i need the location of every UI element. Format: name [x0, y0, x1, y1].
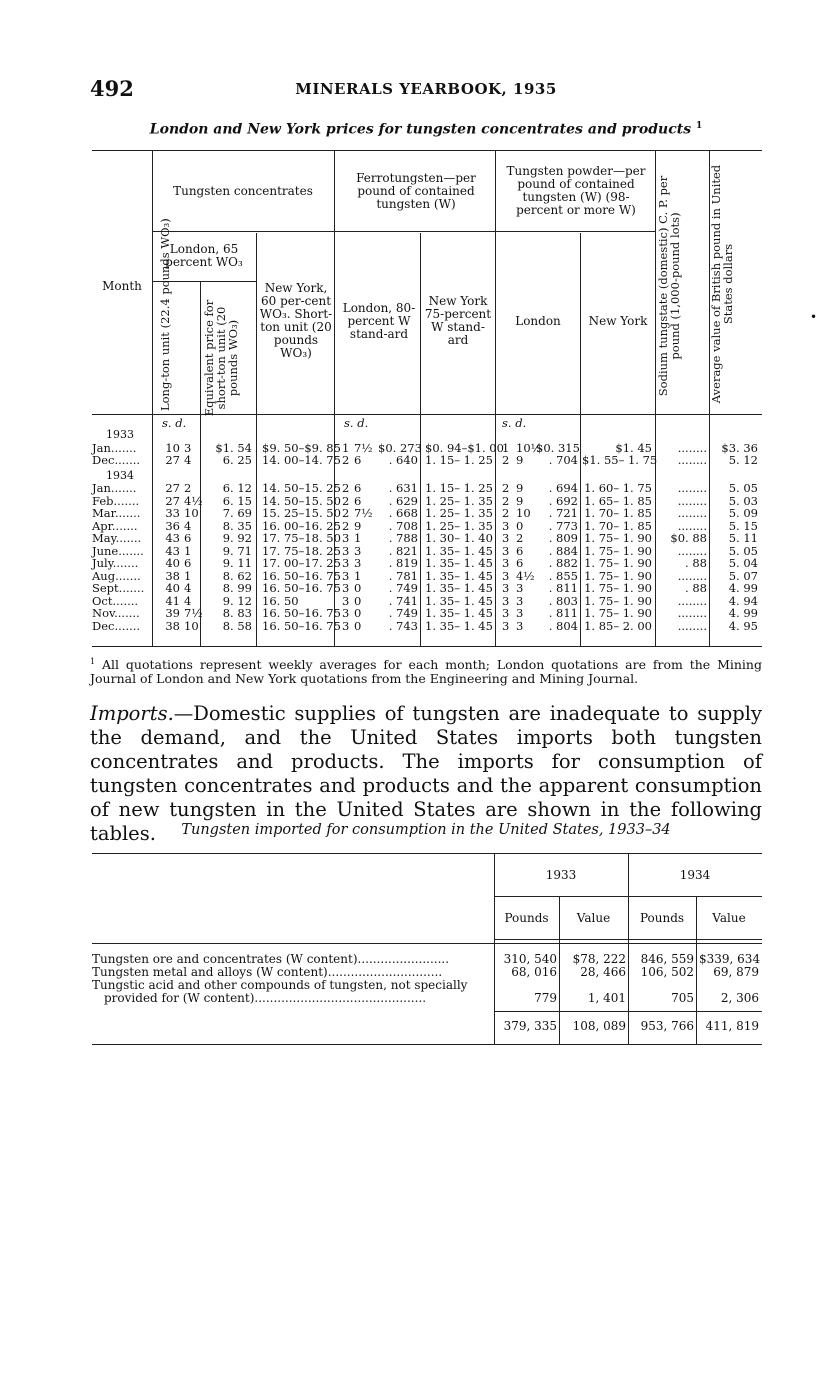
- import-total: 411, 819: [705, 1019, 759, 1033]
- cell-pl-usd: . 811: [548, 606, 578, 620]
- cell-ny: 16. 50: [262, 593, 299, 608]
- cell-fl-d: 0: [354, 618, 362, 633]
- cell-tc-s: 41: [165, 593, 180, 608]
- cell-pny: 1. 75– 1. 90: [584, 606, 652, 620]
- cell-avg: 5. 07: [728, 568, 758, 583]
- cell-avg: 5. 05: [728, 543, 758, 558]
- cell-pl-usd: . 803: [548, 593, 578, 608]
- cell-pl-d: 6: [516, 543, 524, 558]
- col-powder-ny: New York: [588, 313, 648, 328]
- cell-avg: 4. 99: [728, 581, 758, 595]
- cell-fl-usd: . 631: [388, 481, 418, 495]
- cell-pny: 1. 70– 1. 85: [584, 506, 652, 520]
- cell-tc-s: 10: [165, 440, 180, 455]
- cell-pl-d: 3: [516, 606, 524, 620]
- cell-pl-usd: $0. 315: [536, 440, 580, 455]
- cell-fny: 1. 35– 1. 45: [425, 593, 493, 608]
- import-total: 379, 335: [503, 1019, 557, 1033]
- cell-fny: 1. 25– 1. 35: [425, 506, 493, 520]
- row-month: Nov.......: [92, 606, 140, 620]
- cell-fl-s: 3: [342, 556, 350, 570]
- cell-tc-eq: 8. 35: [222, 518, 252, 533]
- cell-tc-d: 10: [184, 506, 199, 520]
- cell-pl-usd: . 884: [548, 543, 578, 558]
- cell-pl-usd: . 692: [548, 493, 578, 508]
- cell-sod: . 88: [685, 581, 707, 595]
- cell-pl-s: 2: [502, 493, 510, 508]
- col-ferro-ny: New York 75-percent W stand-ard: [424, 294, 492, 347]
- cell-sod: ........: [677, 481, 707, 495]
- cell-tc-s: 39: [165, 606, 180, 620]
- cell-tc-eq: 8. 83: [222, 606, 252, 620]
- cell-pl-usd: . 721: [548, 506, 578, 520]
- cell-pl-d: 3: [516, 581, 524, 595]
- subhead-pounds-1933: Pounds: [504, 911, 549, 925]
- cell-tc-eq: 6. 15: [222, 493, 252, 508]
- price-table-caption: London and New York prices for tungsten concentrates and products $^1$: [149, 121, 703, 138]
- cell-fny: 1. 15– 1. 25: [425, 453, 493, 467]
- cell-tc-eq: 9. 12: [222, 593, 252, 608]
- cell-pl-s: 2: [502, 506, 510, 520]
- row-month: Sept.......: [92, 581, 145, 595]
- cell-fl-s: 2: [342, 518, 350, 533]
- import-value: 846, 559: [640, 952, 694, 966]
- cell-sod: ........: [677, 593, 707, 608]
- row-month: Aug.......: [92, 568, 141, 583]
- import-value: 310, 540: [503, 952, 557, 966]
- cell-ny: 16. 50–16. 75: [262, 618, 341, 633]
- subhead-pounds-1934: Pounds: [639, 911, 685, 925]
- import-row-label-cont: provided for (W content).............................................: [104, 991, 427, 1005]
- cell-avg: 5. 05: [728, 481, 758, 495]
- page-header: [90, 76, 762, 104]
- cell-avg: 5. 09: [728, 506, 758, 520]
- cell-tc-eq: 9. 71: [222, 543, 252, 558]
- cell-tc-d: 6: [184, 556, 192, 570]
- cell-sod: $0. 88: [670, 531, 707, 545]
- cell-tc-d: 4: [184, 581, 192, 595]
- cell-tc-d: 3: [184, 440, 192, 455]
- cell-tc-s: 38: [165, 568, 180, 583]
- cell-ny: 16. 00–16. 25: [262, 518, 341, 533]
- cell-avg: 4. 95: [728, 618, 758, 633]
- import-value: 106, 502: [640, 965, 694, 979]
- import-row-label: Tungstic acid and other compounds of tungsten, not specially: [92, 978, 468, 992]
- cell-pl-usd: . 855: [548, 568, 578, 583]
- cell-pl-d: 4½: [516, 568, 535, 583]
- row-month: May.......: [92, 531, 142, 545]
- col-equivalent-price: Equivalent price for short-ton unit (20 pounds WO₃): [202, 299, 240, 417]
- cell-fl-usd: . 668: [388, 506, 418, 520]
- cell-fl-usd: . 741: [388, 593, 418, 608]
- cell-fny: 1. 35– 1. 45: [425, 618, 493, 633]
- cell-tc-eq: 7. 69: [222, 506, 252, 520]
- row-month: Jan.......: [92, 481, 137, 495]
- col-sodium-tungstate: Sodium tungstate (domestic) C. P. per pound (1,000-pound lots): [656, 175, 682, 397]
- cell-tc-eq: $1. 54: [215, 440, 252, 455]
- cell-fny: 1. 35– 1. 45: [425, 568, 493, 583]
- cell-tc-eq: 8. 62: [222, 568, 252, 583]
- imports-table: [92, 853, 762, 1045]
- cell-tc-eq: 6. 25: [222, 453, 252, 467]
- cell-pl-s: 3: [502, 593, 510, 608]
- row-month: Mar.......: [92, 506, 141, 520]
- import-value: 2, 306: [720, 991, 759, 1005]
- cell-tc-s: 43: [165, 543, 180, 558]
- cell-tc-s: 36: [165, 518, 180, 533]
- cell-pny: $1. 55– 1. 75: [582, 453, 658, 467]
- cell-fl-s: 3: [342, 606, 350, 620]
- cell-ny: 16. 50–16. 75: [262, 606, 341, 620]
- col-month: Month: [102, 278, 142, 293]
- cell-pl-usd: . 809: [548, 531, 578, 545]
- cell-pl-s: 3: [502, 531, 510, 545]
- cell-tc-eq: 6. 12: [222, 481, 252, 495]
- cell-fl-d: 1: [354, 531, 362, 545]
- cell-pl-s: 3: [502, 543, 510, 558]
- unit-label: s. d.: [502, 416, 527, 430]
- cell-tc-s: 27: [165, 453, 180, 467]
- cell-avg: 4. 94: [728, 593, 758, 608]
- cell-avg: 5. 03: [728, 493, 758, 508]
- cell-sod: ........: [677, 506, 707, 520]
- cell-tc-s: 27: [165, 493, 180, 508]
- cell-fl-s: 2: [342, 506, 350, 520]
- price-table: [92, 150, 762, 647]
- cell-fny: $0. 94–$1. 00: [425, 440, 504, 455]
- cell-sod: ........: [677, 543, 707, 558]
- cell-fl-d: 6: [354, 481, 362, 495]
- cell-pl-d: 6: [516, 556, 524, 570]
- cell-fl-usd: . 629: [388, 493, 418, 508]
- cell-fl-s: 3: [342, 568, 350, 583]
- cell-fl-usd: . 749: [388, 606, 418, 620]
- import-value: 1, 401: [587, 991, 626, 1005]
- cell-pny: 1. 85– 2. 00: [584, 618, 652, 633]
- year-1933: 1933: [545, 868, 577, 882]
- cell-sod: ........: [677, 440, 707, 455]
- cell-fl-d: 7½: [354, 506, 373, 520]
- cell-fl-s: 3: [342, 543, 350, 558]
- col-london-65: London, 65 percent WO₃: [165, 242, 243, 269]
- cell-pny: 1. 75– 1. 90: [584, 543, 652, 558]
- cell-pl-s: 2: [502, 481, 510, 495]
- col-tungsten-powder: Tungsten powder—per pound of contained tungsten (W) (98-percent or more W): [506, 164, 646, 217]
- subhead-value-1934: Value: [712, 911, 746, 925]
- cell-pl-d: 10½: [516, 440, 542, 455]
- cell-fl-d: 9: [354, 518, 362, 533]
- row-month: July.......: [92, 556, 139, 570]
- cell-ny: 16. 50–16. 75: [262, 581, 341, 595]
- cell-fl-s: 3: [342, 618, 350, 633]
- cell-pl-d: 10: [516, 506, 531, 520]
- paragraph-lead: Imports.: [90, 702, 174, 725]
- row-month: Dec.......: [92, 453, 141, 467]
- cell-pl-d: 3: [516, 618, 524, 633]
- cell-pl-d: 2: [516, 531, 524, 545]
- cell-tc-s: 33: [165, 506, 180, 520]
- footnote-mark: 1: [90, 657, 96, 666]
- import-total: 953, 766: [640, 1019, 694, 1033]
- cell-tc-d: 4: [184, 593, 192, 608]
- cell-fl-usd: . 821: [388, 543, 418, 558]
- cell-fl-usd: . 781: [388, 568, 418, 583]
- cell-fl-d: 6: [354, 453, 362, 467]
- import-row-label: Tungsten metal and alloys (W content)..............................: [92, 965, 443, 979]
- table-row: [92, 557, 762, 570]
- cell-fl-s: 3: [342, 581, 350, 595]
- cell-avg: 4. 99: [728, 606, 758, 620]
- cell-tc-d: 2: [184, 481, 192, 495]
- unit-label: s. d.: [344, 416, 369, 430]
- row-month: Feb.......: [92, 493, 140, 508]
- page-number: 492: [90, 76, 134, 101]
- cell-fny: 1. 35– 1. 45: [425, 556, 493, 570]
- cell-pl-usd: . 882: [548, 556, 578, 570]
- cell-fl-usd: . 640: [388, 453, 418, 467]
- cell-avg: 5. 12: [728, 453, 758, 467]
- cell-pl-s: 3: [502, 518, 510, 533]
- import-value: 69, 879: [713, 965, 759, 979]
- cell-fl-d: 6: [354, 493, 362, 508]
- cell-tc-eq: 8. 58: [222, 618, 252, 633]
- cell-fl-usd: $0. 273: [378, 440, 422, 455]
- cell-pl-usd: . 811: [548, 581, 578, 595]
- running-title: MINERALS YEARBOOK, 1935: [295, 80, 557, 98]
- cell-tc-d: 4: [184, 453, 192, 467]
- cell-pny: 1. 65– 1. 85: [584, 493, 652, 508]
- subhead-value-1933: Value: [576, 911, 611, 925]
- row-month: Oct.......: [92, 593, 139, 608]
- cell-tc-eq: 8. 99: [222, 581, 252, 595]
- cell-sod: ........: [677, 606, 707, 620]
- cell-avg: 5. 15: [728, 518, 758, 533]
- cell-pl-usd: . 773: [548, 518, 578, 533]
- cell-ny: 16. 50–16. 75: [262, 568, 341, 583]
- cell-ny: $9. 50–$9. 85: [262, 440, 341, 455]
- import-total: 108, 089: [572, 1019, 626, 1033]
- cell-fl-usd: . 788: [388, 531, 418, 545]
- cell-fl-s: 3: [342, 531, 350, 545]
- cell-fl-s: 2: [342, 481, 350, 495]
- paragraph-text: —Domestic supplies of tungsten are inadequate to supply the demand, and the United States imports both tungsten concentrates and products. The imports for consumption of tungsten concentrates and products and the apparent consumption of new tungsten in the United States are shown in the following tables.: [90, 702, 762, 845]
- cell-pl-usd: . 804: [548, 618, 578, 633]
- units-row: [92, 417, 762, 430]
- col-powder-london: London: [515, 313, 561, 328]
- cell-fl-usd: . 743: [388, 618, 418, 633]
- cell-pny: 1. 75– 1. 90: [584, 568, 652, 583]
- cell-fl-d: 0: [354, 593, 362, 608]
- cell-fl-d: 0: [354, 581, 362, 595]
- row-month: 1933: [106, 428, 134, 441]
- cell-fl-usd: . 749: [388, 581, 418, 595]
- cell-fl-d: 0: [354, 606, 362, 620]
- cell-pl-s: 3: [502, 568, 510, 583]
- cell-tc-d: 10: [184, 618, 199, 633]
- caption-footnote-ref: 1: [695, 121, 703, 131]
- cell-ny: 17. 75–18. 50: [262, 531, 341, 545]
- table-row: [92, 532, 762, 545]
- cell-ny: 14. 00–14. 75: [262, 453, 341, 467]
- cell-pl-s: 3: [502, 606, 510, 620]
- cell-ny: 17. 00–17. 25: [262, 556, 341, 570]
- import-value: 779: [534, 991, 557, 1005]
- cell-sod: ........: [677, 568, 707, 583]
- cell-sod: ........: [677, 453, 707, 467]
- table-row: [92, 620, 762, 633]
- cell-tc-d: 4: [184, 518, 192, 533]
- row-month: 1934: [106, 468, 134, 482]
- cell-pny: 1. 75– 1. 90: [584, 581, 652, 595]
- cell-fl-d: 3: [354, 543, 362, 558]
- cell-pl-d: 9: [516, 481, 524, 495]
- col-long-ton-unit: Long-ton unit (22.4 pounds WO₃): [158, 218, 172, 411]
- col-ny-60: New York, 60 per-cent WO₃. Short-ton unit (20 pounds WO₃): [259, 281, 333, 360]
- cell-fny: 1. 25– 1. 35: [425, 493, 493, 508]
- row-month: Dec.......: [92, 618, 141, 633]
- cell-tc-eq: 9. 92: [222, 531, 252, 545]
- margin-mark: •: [810, 310, 818, 324]
- import-value: 68, 016: [511, 965, 557, 979]
- import-value: 28, 466: [580, 965, 626, 979]
- cell-ny: 14. 50–15. 25: [262, 481, 341, 495]
- cell-pl-d: 0: [516, 518, 524, 533]
- cell-avg: $3. 36: [721, 440, 758, 455]
- cell-avg: 5. 04: [728, 556, 758, 570]
- import-value: 705: [671, 991, 694, 1005]
- col-average-value-pound: Average value of British pound in United States dollars: [709, 164, 735, 404]
- table-row: [92, 507, 762, 520]
- cell-pny: 1. 75– 1. 90: [584, 556, 652, 570]
- cell-ny: 15. 25–15. 50: [262, 506, 341, 520]
- cell-fl-usd: . 819: [388, 556, 418, 570]
- cell-fny: 1. 30– 1. 40: [425, 531, 493, 545]
- table-row: [92, 607, 762, 620]
- cell-fl-s: 2: [342, 493, 350, 508]
- cell-fl-d: 7½: [354, 440, 373, 455]
- cell-tc-d: 1: [184, 543, 192, 558]
- cell-fny: 1. 35– 1. 45: [425, 581, 493, 595]
- imports-table-caption: Tungsten imported for consumption in the United States, 1933–34: [181, 822, 671, 838]
- cell-fl-d: 3: [354, 556, 362, 570]
- cell-pl-s: 3: [502, 618, 510, 633]
- import-row-label: Tungsten ore and concentrates (W content)........................: [92, 952, 450, 966]
- cell-fl-s: 1: [342, 440, 350, 455]
- cell-sod: ........: [677, 493, 707, 508]
- cell-sod: . 88: [685, 556, 707, 570]
- table-row: [92, 582, 762, 595]
- cell-tc-d: 7½: [184, 606, 203, 620]
- price-footnote: $^1$ All quotations represent weekly averages for each month; London quotations are from the Mining Journal of London and New York quotations from the Engineering and Mining Journal.: [90, 657, 762, 687]
- cell-fny: 1. 35– 1. 45: [425, 543, 493, 558]
- cell-pl-d: 9: [516, 453, 524, 467]
- cell-pl-s: 3: [502, 581, 510, 595]
- cell-ny: 14. 50–15. 50: [262, 493, 341, 508]
- cell-tc-s: 40: [165, 581, 180, 595]
- table-row: [92, 482, 762, 495]
- cell-pl-usd: . 694: [548, 481, 578, 495]
- cell-fl-s: 2: [342, 453, 350, 467]
- cell-pny: $1. 45: [615, 440, 652, 455]
- cell-pl-s: 3: [502, 556, 510, 570]
- row-month: Jan.......: [92, 440, 137, 455]
- cell-tc-d: 6: [184, 531, 192, 545]
- row-month: Apr.......: [92, 518, 138, 533]
- cell-tc-d: 1: [184, 568, 192, 583]
- cell-pl-s: 2: [502, 453, 510, 467]
- cell-tc-d: 4½: [184, 493, 203, 508]
- table-row: [92, 454, 762, 467]
- cell-tc-s: 43: [165, 531, 180, 545]
- cell-pl-s: 1: [502, 440, 510, 455]
- cell-fl-d: 1: [354, 568, 362, 583]
- cell-tc-s: 27: [165, 481, 180, 495]
- cell-pl-usd: . 704: [548, 453, 578, 467]
- cell-ny: 17. 75–18. 25: [262, 543, 341, 558]
- cell-avg: 5. 11: [728, 531, 758, 545]
- year-1934: 1934: [679, 868, 711, 882]
- cell-sod: ........: [677, 618, 707, 633]
- cell-pny: 1. 75– 1. 90: [584, 531, 652, 545]
- col-ferro-london: London, 80-percent W stand-ard: [342, 300, 416, 341]
- cell-fny: 1. 35– 1. 45: [425, 606, 493, 620]
- import-value: $339, 634: [699, 952, 761, 966]
- cell-pl-d: 3: [516, 593, 524, 608]
- cell-fl-usd: . 708: [388, 518, 418, 533]
- cell-tc-s: 38: [165, 618, 180, 633]
- cell-pl-d: 9: [516, 493, 524, 508]
- cell-pny: 1. 60– 1. 75: [584, 481, 652, 495]
- cell-pny: 1. 70– 1. 85: [584, 518, 652, 533]
- cell-tc-eq: 9. 11: [222, 556, 252, 570]
- import-value: $78, 222: [572, 952, 626, 966]
- cell-fny: 1. 15– 1. 25: [425, 481, 493, 495]
- col-ferrotungsten: Ferrotungsten—per pound of contained tungsten (W): [356, 170, 476, 211]
- col-tungsten-concentrates: Tungsten concentrates: [173, 183, 313, 198]
- cell-fl-s: 3: [342, 593, 350, 608]
- cell-pny: 1. 75– 1. 90: [584, 593, 652, 608]
- cell-tc-s: 40: [165, 556, 180, 570]
- unit-label: s. d.: [162, 416, 187, 430]
- cell-sod: ........: [677, 518, 707, 533]
- year-row: [92, 429, 762, 442]
- row-month: June.......: [92, 543, 144, 558]
- cell-fny: 1. 25– 1. 35: [425, 518, 493, 533]
